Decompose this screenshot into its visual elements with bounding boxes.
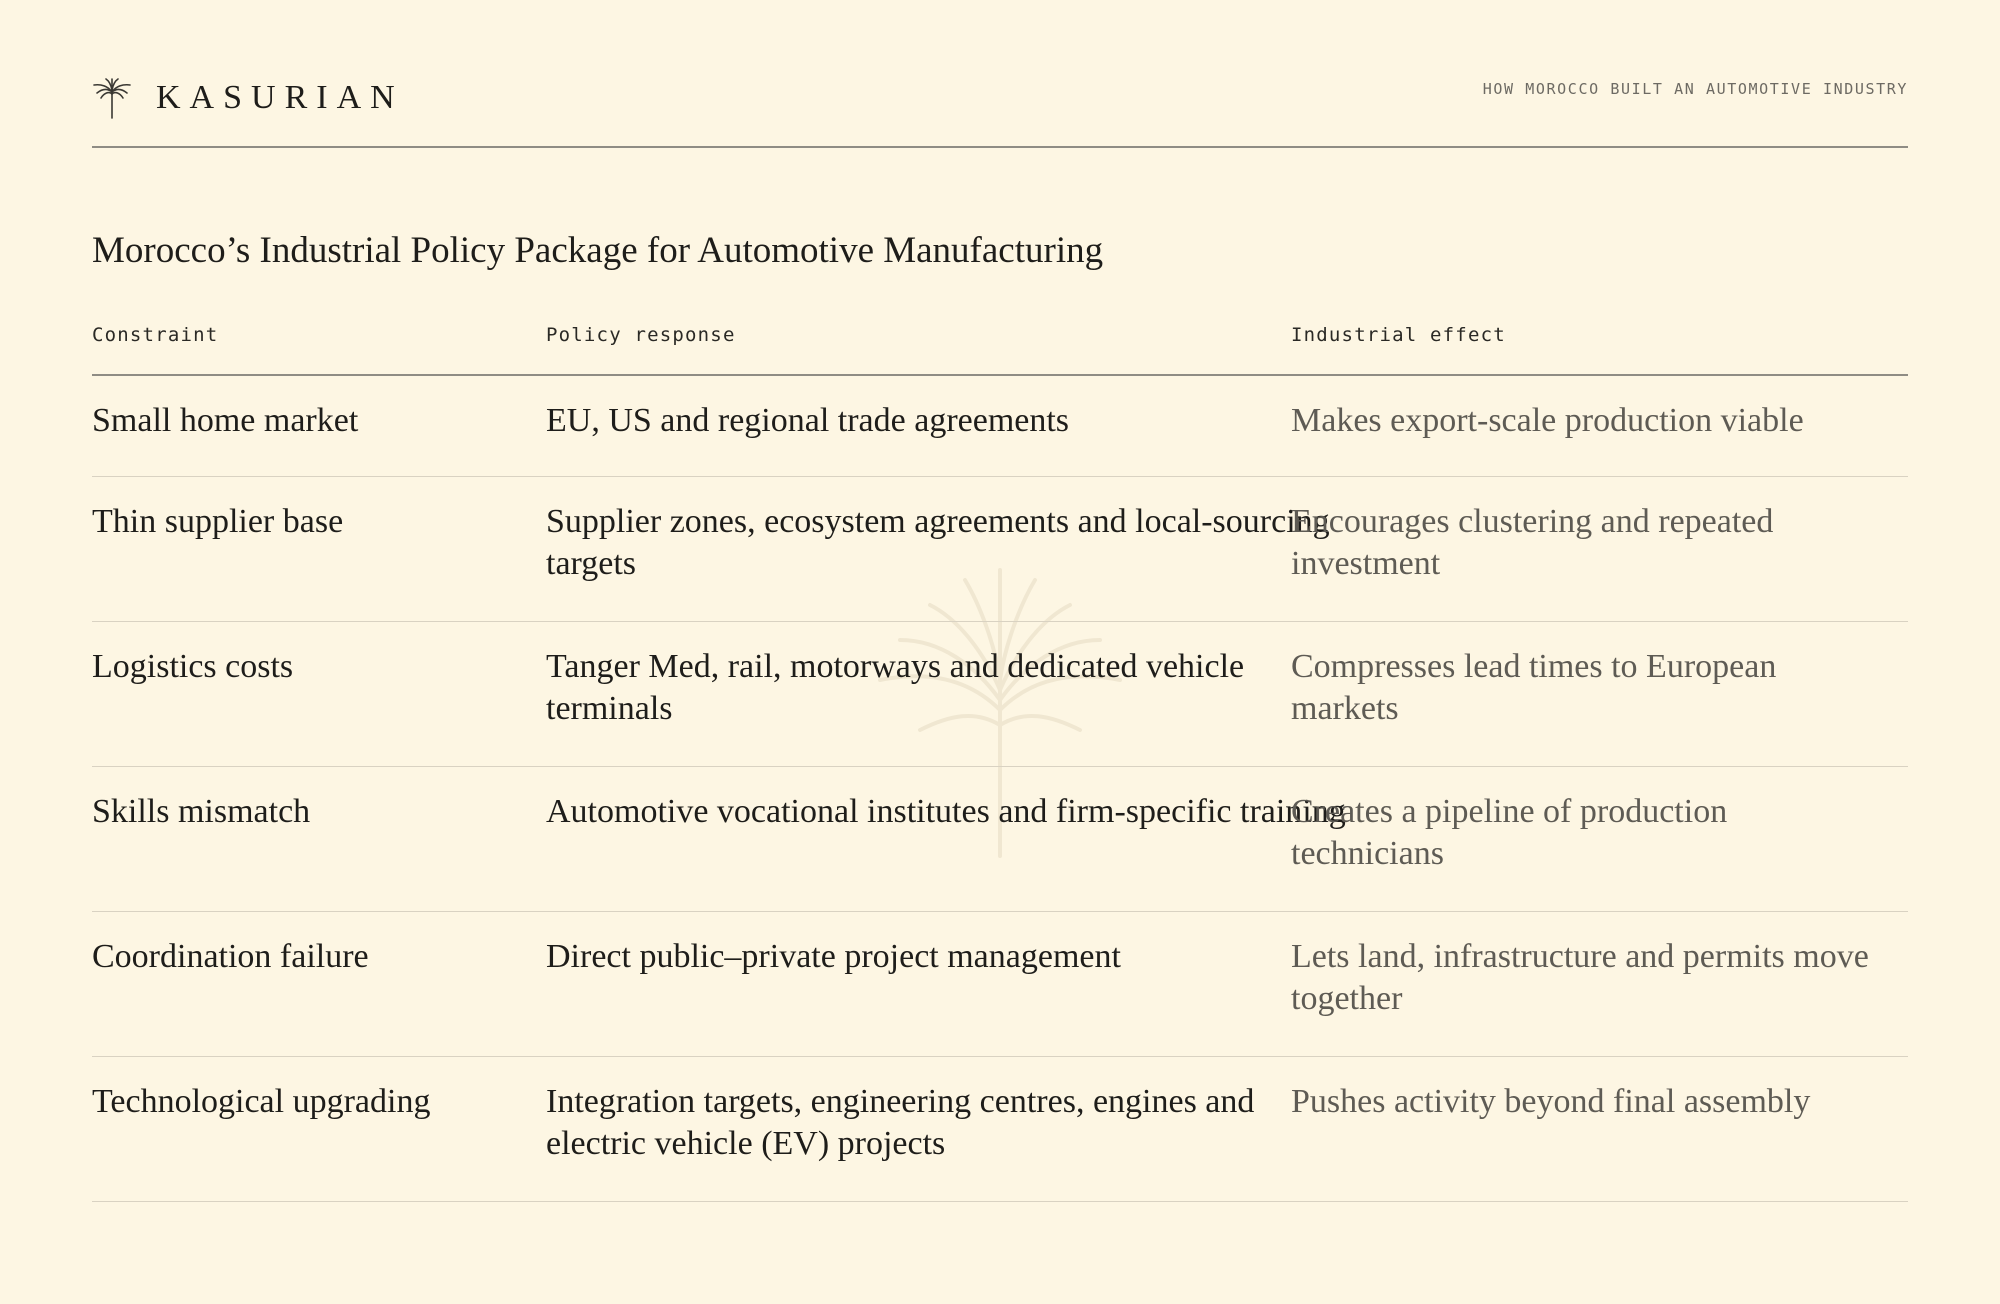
constraint-cell: Skills mismatch: [92, 793, 311, 830]
constraint-cell: Coordination failure: [92, 938, 369, 975]
policy-cell: Integration targets, engineering centres, engines and electric vehicle (EV) projects: [546, 1083, 1255, 1162]
table-row: [92, 1057, 1908, 1202]
table-row: [92, 477, 1908, 622]
effect-cell: Compresses lead times to European markets: [1291, 648, 1777, 727]
brand[interactable]: [92, 76, 404, 120]
constraint-cell: Logistics costs: [92, 648, 294, 685]
effect-cell: Lets land, infrastructure and permits move together: [1291, 938, 1869, 1017]
policy-table: [92, 376, 1908, 1202]
constraint-cell: Technological upgrading: [92, 1083, 431, 1120]
table-row: [92, 376, 1908, 477]
column-header-industrial-effect: Industrial effect: [1291, 324, 1506, 346]
policy-cell: Direct public–private project management: [546, 938, 1121, 975]
table-header: [92, 300, 1908, 376]
table-row: [92, 767, 1908, 912]
column-header-constraint: Constraint: [92, 324, 219, 346]
effect-cell: Encourages clustering and repeated investment: [1291, 503, 1774, 582]
tree-icon: [92, 76, 132, 120]
brand-name: KASURIAN: [156, 79, 404, 116]
table-row: [92, 622, 1908, 767]
column-header-policy-response: Policy response: [546, 324, 736, 346]
policy-cell: EU, US and regional trade agreements: [546, 402, 1070, 439]
constraint-cell: Thin supplier base: [92, 503, 344, 540]
policy-cell: Automotive vocational institutes and firm-specific training: [546, 793, 1346, 830]
policy-cell: Supplier zones, ecosystem agreements and local-sourcing targets: [546, 503, 1330, 582]
page-title: Morocco’s Industrial Policy Package for Automotive Manufacturing: [92, 230, 1104, 271]
policy-cell: Tanger Med, rail, motorways and dedicated vehicle terminals: [546, 648, 1245, 727]
header-tagline: HOW MOROCCO BUILT AN AUTOMOTIVE INDUSTRY: [1482, 80, 1908, 98]
effect-cell: Creates a pipeline of production technicians: [1291, 793, 1728, 872]
table-row: [92, 912, 1908, 1057]
effect-cell: Makes export-scale production viable: [1291, 402, 1804, 439]
constraint-cell: Small home market: [92, 402, 359, 439]
effect-cell: Pushes activity beyond final assembly: [1291, 1083, 1811, 1120]
site-header: [92, 72, 1908, 148]
